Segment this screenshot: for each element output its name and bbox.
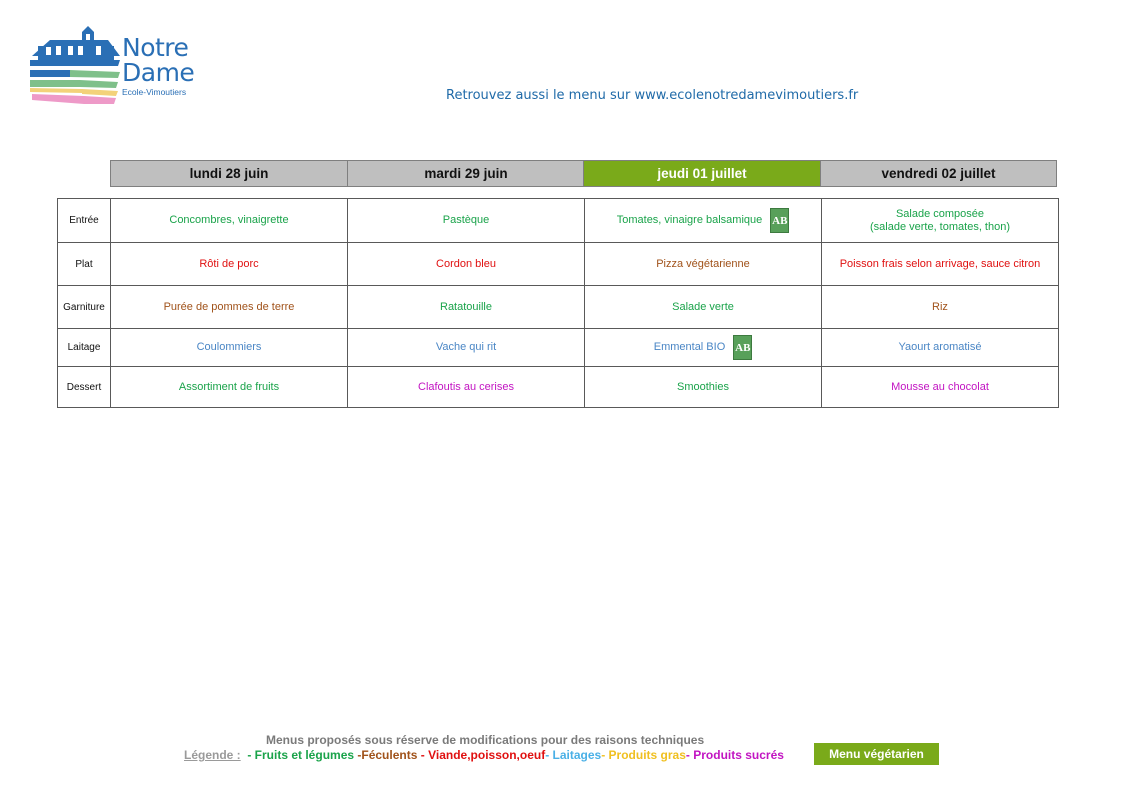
course-label: Plat [58,243,111,286]
legend-item: - Fruits et légumes [244,748,355,762]
course-label: Garniture [58,286,111,329]
dish-name: Vache qui rit [435,341,497,353]
course-label: Laitage [58,329,111,367]
menu-row [58,367,1059,408]
dish-cell [822,199,1059,243]
dish-name: Coulommiers [196,341,262,353]
dish-name: Salade composée (salade verte, tomates, thon) [869,207,1010,233]
disclaimer-note: Menus proposés sous réserve de modifications pour des raisons techniques [266,733,705,747]
dish-cell [348,243,585,286]
dish-name: Yaourt aromatisé [898,341,982,353]
course-label: Entrée [58,199,111,243]
dish-name: Purée de pommes de terre [163,300,295,313]
legend-label: Légende : [184,748,241,762]
legend-item: - Laitages [545,748,602,762]
dish-name: Poisson frais selon arrivage, sauce citron [839,257,1041,270]
dish-name: Ratatouille [440,300,492,313]
dish-cell [585,367,822,408]
school-building-icon [30,24,122,108]
day-header: jeudi 01 juillet [583,160,821,187]
organic-ab-icon: AB [770,208,789,233]
dish-cell [348,286,585,329]
dish-cell [111,329,348,367]
dish-cell [822,243,1059,286]
menu-row [58,243,1059,286]
dish-cell [111,286,348,329]
school-logo [30,24,200,108]
organic-ab-icon: AB [733,335,752,360]
menu-row [58,329,1059,367]
dish-cell [822,367,1059,408]
dish-cell [348,367,585,408]
school-name [122,33,202,97]
legend-item: - Produits gras [601,748,686,762]
menu-row [58,199,1059,243]
logo-name-line2: Dame [122,58,195,87]
logo-name-line1: Notre [122,33,189,62]
dish-name: Clafoutis au cerises [418,380,514,393]
dish-name: Smoothies [677,380,729,393]
color-legend [184,748,784,762]
website-notice: Retrouvez aussi le menu sur www.ecolenotredamevimoutiers.fr [446,88,859,103]
dish-cell [585,329,822,367]
menu-row [58,286,1059,329]
day-header: mardi 29 juin [347,160,585,187]
dish-cell [585,199,822,243]
dish-name: Riz [932,300,948,313]
legend-item: - Produits sucrés [685,748,784,762]
dish-name: Pizza végétarienne [656,257,750,270]
dish-name: Assortiment de fruits [178,380,280,393]
course-label: Dessert [58,367,111,408]
day-header: lundi 28 juin [110,160,348,187]
dish-cell [585,243,822,286]
dish-name: Rôti de porc [199,257,259,270]
dish-cell [348,199,585,243]
dish-cell [111,243,348,286]
dish-cell [822,329,1059,367]
dish-name: Concombres, vinaigrette [169,214,289,226]
vegetarian-menu-badge: Menu végétarien [814,743,939,765]
dish-cell [111,199,348,243]
dish-name: Cordon bleu [436,257,496,270]
menu-table [57,198,1059,408]
dish-cell [111,367,348,408]
dish-name: Pastèque [442,214,490,226]
dish-cell [585,286,822,329]
dish-name: Emmental BIO [653,341,726,353]
dish-name: Salade verte [672,300,734,313]
legend-item: -Féculents [354,748,418,762]
dish-name: Tomates, vinaigre balsamique [616,214,763,226]
legend-item: - Viande,poisson,oeuf [417,748,546,762]
dish-name: Mousse au chocolat [891,380,989,393]
dish-cell [822,286,1059,329]
logo-subtitle: Ecole-Vimoutiers [122,87,187,97]
day-header: vendredi 02 juillet [820,160,1057,187]
dish-cell [348,329,585,367]
